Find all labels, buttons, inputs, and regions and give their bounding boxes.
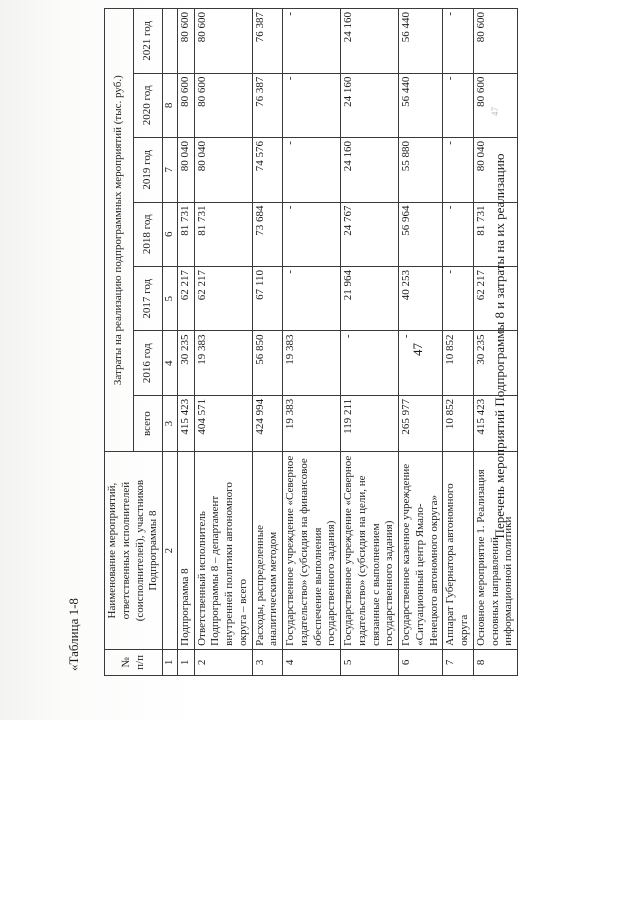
row-value: 76 387: [252, 9, 283, 74]
table-row: [399, 9, 443, 676]
row-value: 24 160: [341, 138, 399, 202]
header-year: 2019 год: [134, 138, 163, 202]
row-value: -: [283, 202, 341, 266]
row-value: 80 040: [194, 138, 252, 202]
row-value: 76 387: [252, 73, 283, 137]
header-year: 2016 год: [134, 331, 163, 395]
row-value: 73 684: [252, 202, 283, 266]
row-num: 7: [443, 649, 474, 675]
row-value: 21 964: [341, 266, 399, 330]
row-value: 30 235: [473, 331, 517, 395]
row-value: -: [443, 202, 474, 266]
header-num: № п/п: [105, 649, 163, 675]
column-number: 6: [163, 202, 178, 266]
header-name: Наименование мероприятий, ответственных исполнителей (соисполнителей), участников Подпрограммы 8: [105, 452, 163, 649]
row-value: 80 040: [473, 138, 517, 202]
row-value: 80 600: [194, 9, 252, 74]
row-num: 8: [473, 649, 517, 675]
row-value: -: [443, 73, 474, 137]
table-row: [194, 9, 252, 676]
row-total: 415 423: [177, 395, 194, 451]
table-caption: «Таблица 1-8: [66, 598, 81, 671]
column-number: 5: [163, 266, 178, 330]
row-value: -: [283, 138, 341, 202]
row-total: 119 211: [341, 395, 399, 451]
row-value: 80 600: [473, 73, 517, 137]
column-number: 8: [163, 73, 178, 137]
faint-page-mark: 47: [490, 107, 500, 116]
row-value: -: [283, 73, 341, 137]
row-value: 62 217: [194, 266, 252, 330]
row-value: 80 600: [473, 9, 517, 74]
column-number: [163, 9, 178, 74]
column-number: 7: [163, 138, 178, 202]
rotated-document-page: [34, 6, 594, 686]
row-name: Основное мероприятие 1. Реализация основных направлений информационной политики: [473, 452, 517, 649]
row-name: Подпрограмма 8: [177, 452, 194, 649]
row-value: -: [443, 266, 474, 330]
table-row: [177, 9, 194, 676]
page-number: 47: [410, 343, 425, 356]
row-num: 1: [177, 649, 194, 675]
row-name: Государственное учреждение «Северное издательство» (субсидия на финансовое обеспечение выполнения государственного задания): [283, 452, 341, 649]
row-name: Расходы, распределенные аналитическим методом: [252, 452, 283, 649]
column-number: 3: [163, 395, 178, 451]
row-value: 40 253: [399, 266, 443, 330]
row-num: 5: [341, 649, 399, 675]
costs-table: [104, 8, 518, 676]
table-row: [252, 9, 283, 676]
row-total: 415 423: [473, 395, 517, 451]
row-value: 24 767: [341, 202, 399, 266]
row-value: 56 440: [399, 73, 443, 137]
row-total: 424 994: [252, 395, 283, 451]
row-total: 19 383: [283, 395, 341, 451]
row-value: -: [283, 266, 341, 330]
row-value: 67 110: [252, 266, 283, 330]
row-value: -: [443, 138, 474, 202]
row-value: 56 440: [399, 9, 443, 74]
header-costs-group: Затраты на реализацию подпрограммных мероприятий (тыс. руб.): [105, 9, 134, 452]
table-row: [443, 9, 474, 676]
row-value: 24 160: [341, 73, 399, 137]
row-value: -: [341, 331, 399, 395]
row-total: 265 977: [399, 395, 443, 451]
row-value: 62 217: [177, 266, 194, 330]
header-year: 2021 год: [134, 9, 163, 74]
row-value: 81 731: [473, 202, 517, 266]
column-number: 2: [163, 452, 178, 649]
header-year: 2017 год: [134, 266, 163, 330]
header-year: 2018 год: [134, 202, 163, 266]
row-value: -: [443, 9, 474, 74]
column-number: 1: [163, 649, 178, 675]
row-total: 10 852: [443, 395, 474, 451]
row-value: 56 964: [399, 202, 443, 266]
row-name: Государственное учреждение «Северное издательство» (субсидия на цели, не связанные с выполнением государственного задания): [341, 452, 399, 649]
row-value: 80 600: [194, 73, 252, 137]
row-value: 55 880: [399, 138, 443, 202]
row-num: 3: [252, 649, 283, 675]
table-row: [283, 9, 341, 676]
row-value: 56 850: [252, 331, 283, 395]
row-num: 4: [283, 649, 341, 675]
table-row: [473, 9, 517, 676]
column-number-row: [163, 9, 178, 676]
row-name: Ответственный исполнитель Подпрограммы 8 – департамент внутренней политики автономного округа – всего: [194, 452, 252, 649]
blank-page-area: [0, 720, 640, 905]
table-row: [341, 9, 399, 676]
row-value: 81 731: [194, 202, 252, 266]
row-num: 2: [194, 649, 252, 675]
row-value: 19 383: [283, 331, 341, 395]
row-value: 19 383: [194, 331, 252, 395]
row-value: 74 576: [252, 138, 283, 202]
row-value: 80 600: [177, 9, 194, 74]
row-value: -: [283, 9, 341, 74]
row-value: -: [399, 331, 443, 395]
header-year: 2020 год: [134, 73, 163, 137]
column-number: 4: [163, 331, 178, 395]
row-value: 10 852: [443, 331, 474, 395]
row-value: 62 217: [473, 266, 517, 330]
row-num: 6: [399, 649, 443, 675]
row-name: Государственное казенное учреждение «Ситуационный центр Ямало-Ненецкого автономного округа»: [399, 452, 443, 649]
header-total: всего: [134, 395, 163, 451]
row-total: 404 571: [194, 395, 252, 451]
row-value: 24 160: [341, 9, 399, 74]
table-title: Перечень мероприятий Подпрограммы 8 и затраты на их реализацию: [492, 153, 507, 539]
row-value: 81 731: [177, 202, 194, 266]
row-value: 80 040: [177, 138, 194, 202]
row-name: Аппарат Губернатора автономного округа: [443, 452, 474, 649]
row-value: 30 235: [177, 331, 194, 395]
row-value: 80 600: [177, 73, 194, 137]
